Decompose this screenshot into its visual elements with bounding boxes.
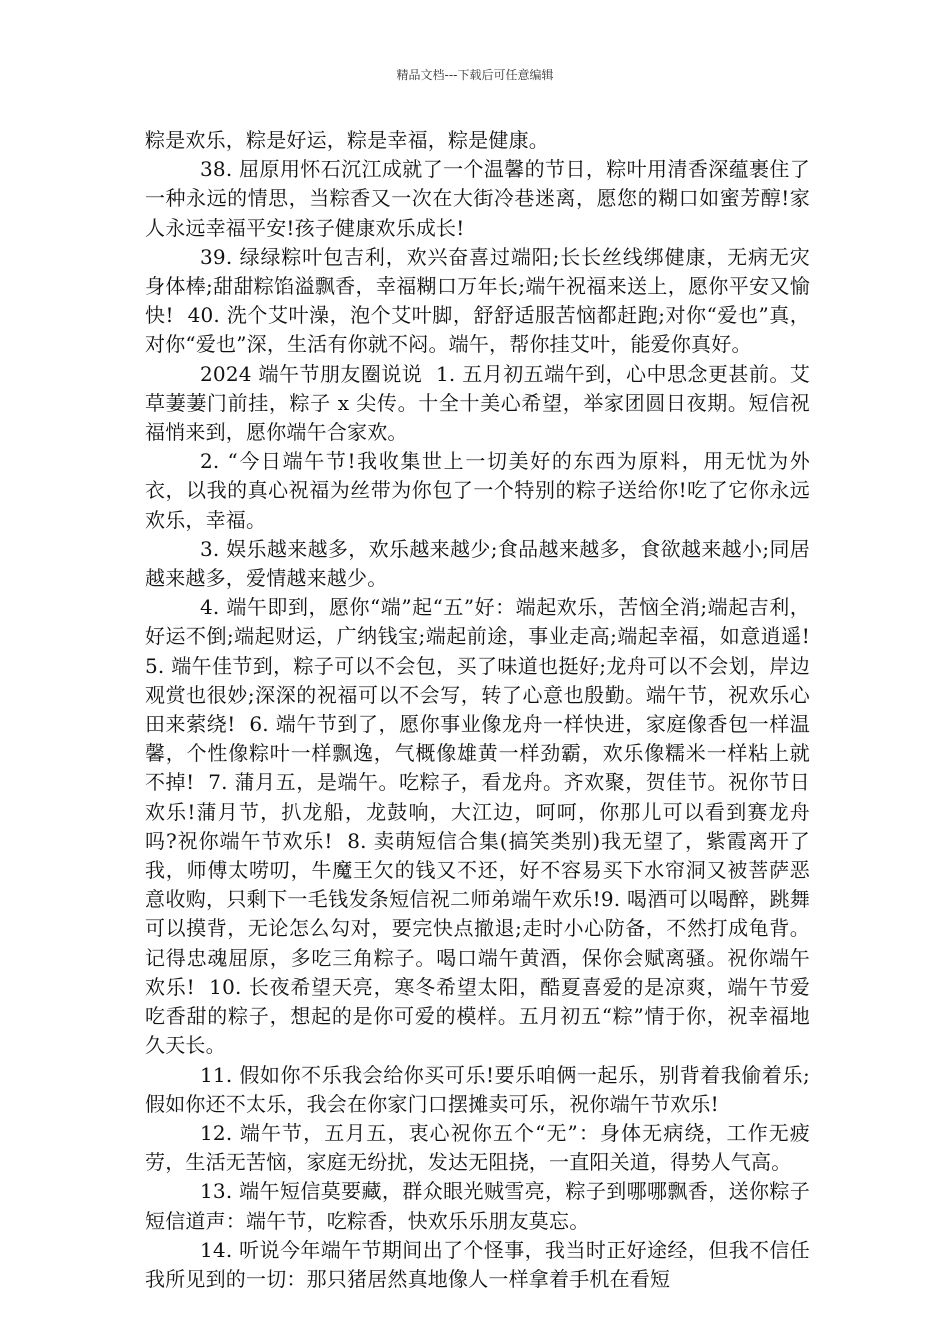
paragraph: 13. 端午短信莫要藏，群众眼光贼雪亮，粽子到哪哪飘香，送你粽子短信道声：端午节，吃粽香，快欢乐乐朋友莫忘。 xyxy=(145,1179,810,1233)
paragraph: 3. 娱乐越来越多，欢乐越来越少;食品越来越多，食欲越来越小;同居越来越多，爱情越来越少。 xyxy=(145,536,810,591)
paragraph: 4. 端午即到，愿你“端”起“五”好：端起欢乐，苦恼全消;端起吉利，好运不倒;端起财运，广纳钱宝;端起前途，事业走高;端起幸福，如意逍遥! 5. 端午佳节到，粽子可以不会包，买了味道也挺好;龙舟可以不会划，岸边观赏也很妙;深深的祝福可以不会写，转了心意也殷勤。端午节，祝欢乐心田来萦绕! 6. 端午节到了，愿你事业像龙舟一样快进，家庭像香包一样温馨，个性像粽叶一样飘逸，气概像雄黄一样劲霸，欢乐像糯米一样粘上就不掉! 7. 蒲月五，是端午。吃粽子，看龙舟。齐欢聚，贺佳节。祝你节日欢乐!蒲月节，扒龙船，龙鼓响，大江边，呵呵，你那儿可以看到赛龙舟吗?祝你端午节欢乐! 8. 卖萌短信合集(搞笑类别)我无望了，紫霞离开了我，师傅太唠叨，牛魔王欠的钱又不还，好不容易买下水帘洞又被菩萨恶意收购，只剩下一毛钱发条短信祝二师弟端午欢乐!9. 喝酒可以喝醉，跳舞可以摸背，无论怎么勾对，要完快点撤退;走时小心防备，不然打成龟背。记得忠魂屈原，多吃三角粽子。喝口端午黄酒，保你会赋离骚。祝你端午欢乐! 10. 长夜希望天亮，寒冬希望太阳，酷夏喜爱的是凉爽，端午节爱吃香甜的粽子，想起的是你可爱的模样。五月初五“粽”情于你，祝幸福地久天长。 xyxy=(145,595,824,1058)
paragraph: 2024 端午节朋友圈说说 1. 五月初五端午到，心中思念更甚前。艾草萋萋门前挂，粽子 x 尖传。十全十美心希望，举家团圆日夜期。短信祝福悄来到，愿你端午合家欢。 xyxy=(145,361,810,445)
paragraph: 12. 端午节，五月五，衷心祝你五个“无”：身体无病绕，工作无疲劳，生活无苦恼，家庭无纷扰，发达无阻挠，一直阳关道，得势人气高。 xyxy=(145,1120,810,1175)
paragraph: 11. 假如你不乐我会给你买可乐!要乐咱俩一起乐，别背着我偷着乐;假如你还不太乐，我会在你家门口摆摊卖可乐，祝你端午节欢乐! xyxy=(145,1062,810,1116)
paragraph: 14. 听说今年端午节期间出了个怪事，我当时正好途经，但我不信任我所见到的一切：那只猪居然真地像人一样拿着手机在看短 xyxy=(145,1237,810,1291)
paragraph: 粽是欢乐，粽是好运，粽是幸福，粽是健康。 xyxy=(145,128,549,152)
document-body xyxy=(145,126,824,1294)
paragraph: 39. 绿绿粽叶包吉利，欢兴奋喜过端阳;长长丝线绑健康，无病无灾身体棒;甜甜粽馅溢飘香，幸福糊口万年长;端午祝福来送上，愿你平安又愉快! 40. 洗个艾叶澡，泡个艾叶脚，舒舒适服苦恼都赶跑;对你“爱也”真，对你“爱也”深，生活有你就不闷。端午，帮你挂艾叶，能爱你真好。 xyxy=(145,244,810,357)
page-header: 精品文档---下载后可任意编辑 xyxy=(396,68,554,82)
paragraph: 2. “今日端午节!我收集世上一切美好的东西为原料，用无忧为外衣，以我的真心祝福为丝带为你包了一个特别的粽子送给你!吃了它你永远欢乐，幸福。 xyxy=(145,449,810,532)
paragraph: 38. 屈原用怀石沉江成就了一个温馨的节日，粽叶用清香深蕴裹住了一种永远的情思，当粽香又一次在大街冷巷迷离，愿您的糊口如蜜芳醇!家人永远幸福平安!孩子健康欢乐成长! xyxy=(145,157,810,240)
